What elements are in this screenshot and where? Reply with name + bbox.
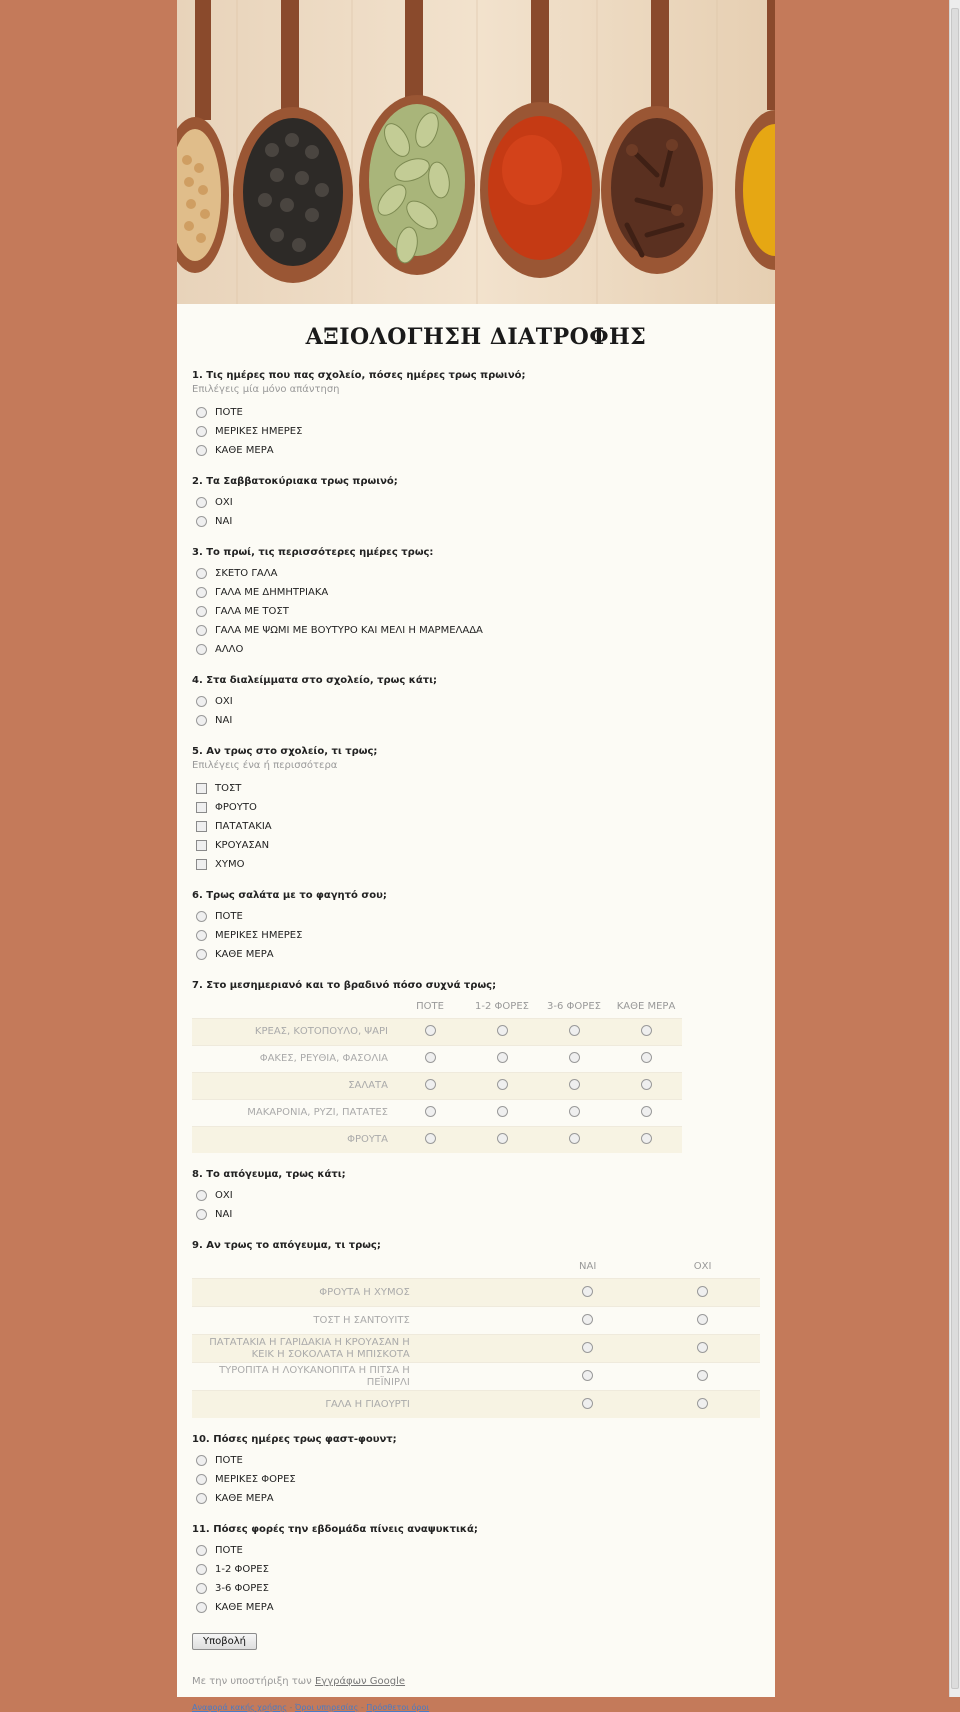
- radio-button[interactable]: [196, 606, 207, 617]
- checkbox[interactable]: [196, 859, 207, 870]
- radio-button[interactable]: [196, 1474, 207, 1485]
- question-title: 1. Τις ημέρες που πας σχολείο, πόσες ημέρες τρως πρωινό;: [192, 370, 526, 381]
- submit-button[interactable]: Υποβολή: [192, 1633, 257, 1650]
- radio-button[interactable]: [196, 407, 207, 418]
- options: [192, 904, 760, 964]
- frequency-grid: [192, 994, 682, 1153]
- option[interactable]: [192, 798, 760, 817]
- option[interactable]: [192, 512, 760, 531]
- option[interactable]: [192, 692, 760, 711]
- radio-button[interactable]: [582, 1398, 593, 1409]
- options: [192, 776, 760, 874]
- question-title: 8. Το απόγευμα, τρως κάτι;: [192, 1169, 346, 1180]
- grid-column-header: ΝΑΙ: [579, 1260, 597, 1272]
- grid-header-row: [192, 994, 682, 1019]
- option-label: ΓΑΛΑ ΜΕ ΤΟΣΤ: [215, 606, 289, 617]
- radio-button[interactable]: [196, 1545, 207, 1556]
- option[interactable]: [192, 779, 760, 798]
- option-label: ΝΑΙ: [215, 1209, 233, 1220]
- option-label: ΜΕΡΙΚΕΣ ΦΟΡΕΣ: [215, 1474, 296, 1485]
- option-label: ΓΑΛΑ ΜΕ ΨΩΜΙ ΜΕ ΒΟΥΤΥΡΟ ΚΑΙ ΜΕΛΙ Η ΜΑΡΜΕΛΑΔΑ: [215, 625, 483, 636]
- grid-row: [192, 1019, 682, 1046]
- radio-button[interactable]: [196, 445, 207, 456]
- radio-button[interactable]: [697, 1370, 708, 1381]
- question-3: [192, 547, 760, 659]
- footer-separator: -: [286, 1703, 295, 1712]
- form-container: [177, 0, 775, 1712]
- radio-button[interactable]: [569, 1079, 580, 1090]
- scrollbar-thumb[interactable]: [951, 8, 959, 1689]
- grid-row-label: ΦΡΟΥΤΑ: [192, 1127, 394, 1154]
- question-11: [192, 1524, 760, 1617]
- question-9: [192, 1240, 760, 1418]
- radio-button[interactable]: [697, 1314, 708, 1325]
- option[interactable]: [192, 493, 760, 512]
- option-label: ΠΑΤΑΤΑΚΙΑ: [215, 821, 272, 832]
- radio-button[interactable]: [196, 587, 207, 598]
- radio-button[interactable]: [196, 516, 207, 527]
- option[interactable]: [192, 1451, 760, 1470]
- options: [192, 561, 760, 659]
- options: [192, 400, 760, 460]
- form-content: [177, 370, 775, 1712]
- option[interactable]: [192, 1560, 760, 1579]
- grid-row: [192, 1279, 760, 1307]
- powered-by: [192, 1676, 760, 1687]
- radio-button[interactable]: [196, 426, 207, 437]
- options: [192, 1448, 760, 1508]
- radio-button[interactable]: [425, 1052, 436, 1063]
- grid-row: [192, 1073, 682, 1100]
- vertical-scrollbar[interactable]: [949, 0, 960, 1697]
- option[interactable]: [192, 1205, 760, 1224]
- option-label: ΚΡΟΥΑΣΑΝ: [215, 840, 270, 851]
- option[interactable]: [192, 422, 760, 441]
- grid-column-header: ΚΑΘΕ ΜΕΡΑ: [616, 1000, 676, 1012]
- grid-column-header: ΠΟΤΕ: [416, 1000, 444, 1012]
- radio-button[interactable]: [569, 1106, 580, 1117]
- radio-button[interactable]: [196, 497, 207, 508]
- question-title: 11. Πόσες φορές την εβδομάδα πίνεις αναψυκτικά;: [192, 1524, 478, 1535]
- radio-button[interactable]: [582, 1370, 593, 1381]
- question-2: [192, 476, 760, 531]
- radio-button[interactable]: [425, 1106, 436, 1117]
- grid-row-label: ΜΑΚΑΡΟΝΙΑ, ΡΥΖΙ, ΠΑΤΑΤΕΣ: [192, 1100, 394, 1127]
- grid-corner: [192, 1254, 416, 1279]
- option[interactable]: [192, 1470, 760, 1489]
- grid-row-label: ΤΟΣΤ Η ΣΑΝΤΟΥΙΤΣ: [192, 1307, 416, 1335]
- question-title: 3. Το πρωί, τις περισσότερες ημέρες τρως:: [192, 547, 434, 558]
- google-docs-link[interactable]: Εγγράφων Google: [314, 1676, 406, 1687]
- radio-button[interactable]: [582, 1286, 593, 1297]
- option[interactable]: [192, 836, 760, 855]
- radio-button[interactable]: [196, 911, 207, 922]
- option[interactable]: [192, 1489, 760, 1508]
- radio-button[interactable]: [641, 1106, 652, 1117]
- grid-row: [192, 1127, 682, 1154]
- radio-button[interactable]: [497, 1052, 508, 1063]
- radio-button[interactable]: [569, 1052, 580, 1063]
- additional-terms-link[interactable]: Πρόσθετοι όροι: [366, 1703, 430, 1712]
- report-abuse-link[interactable]: Αναφορά κακής χρήσης: [192, 1703, 287, 1712]
- option-label: ΚΑΘΕ ΜΕΡΑ: [215, 1493, 274, 1504]
- grid-row-label: ΦΡΟΥΤΑ Η ΧΥΜΟΣ: [192, 1279, 416, 1307]
- radio-button[interactable]: [196, 949, 207, 960]
- form-title: ΑΞΙΟΛΟΓΗΣΗ ΔΙΑΤΡΟΦΗΣ: [305, 324, 647, 350]
- option-label: ΣΚΕΤΟ ΓΑΛΑ: [215, 568, 278, 579]
- radio-button[interactable]: [196, 568, 207, 579]
- option-label: ΝΑΙ: [215, 715, 233, 726]
- footer-separator: -: [358, 1703, 367, 1712]
- spice-spoons-banner: [177, 0, 775, 304]
- option[interactable]: [192, 441, 760, 460]
- option[interactable]: [192, 817, 760, 836]
- option[interactable]: [192, 907, 760, 926]
- question-10: [192, 1434, 760, 1508]
- option[interactable]: [192, 1579, 760, 1598]
- radio-button[interactable]: [569, 1133, 580, 1144]
- option[interactable]: [192, 1186, 760, 1205]
- question-7: [192, 980, 760, 1153]
- radio-button[interactable]: [196, 1564, 207, 1575]
- radio-button[interactable]: [196, 696, 207, 707]
- option-label: ΑΛΛΟ: [215, 644, 244, 655]
- radio-button[interactable]: [697, 1342, 708, 1353]
- option-label: ΜΕΡΙΚΕΣ ΗΜΕΡΕΣ: [215, 426, 303, 437]
- grid-spacer: [416, 1254, 530, 1279]
- grid-column-header: 3-6 ΦΟΡΕΣ: [547, 1000, 601, 1012]
- radio-button[interactable]: [425, 1025, 436, 1036]
- checkbox[interactable]: [196, 783, 207, 794]
- option-label: ΦΡΟΥΤΟ: [215, 802, 257, 813]
- option-label: ΝΑΙ: [215, 516, 233, 527]
- option[interactable]: [192, 583, 760, 602]
- option-label: ΟΧΙ: [215, 497, 233, 508]
- grid-row: [192, 1391, 760, 1419]
- grid-row-label: ΣΑΛΑΤΑ: [192, 1073, 394, 1100]
- option-label: 1-2 ΦΟΡΕΣ: [215, 1564, 269, 1575]
- powered-by-prefix: Με την υποστήριξη των: [192, 1676, 312, 1687]
- option-label: ΟΧΙ: [215, 696, 233, 707]
- option[interactable]: [192, 1541, 760, 1560]
- grid-corner: [192, 994, 394, 1019]
- grid-row: [192, 1335, 760, 1363]
- radio-button[interactable]: [196, 1455, 207, 1466]
- option[interactable]: [192, 711, 760, 730]
- terms-link[interactable]: Όροι υπηρεσίας: [294, 1703, 359, 1712]
- question-title: 6. Τρως σαλάτα με το φαγητό σου;: [192, 890, 387, 901]
- option-label: ΠΟΤΕ: [215, 911, 243, 922]
- radio-button[interactable]: [196, 1493, 207, 1504]
- radio-button[interactable]: [196, 715, 207, 726]
- grid-row-label: ΤΥΡΟΠΙΤΑ Η ΛΟΥΚΑΝΟΠΙΤΑ Η ΠΙΤΣΑ Η ΠΕΪΝΙΡΛΙ: [192, 1363, 416, 1391]
- question-title: 4. Στα διαλείμματα στο σχολείο, τρως κάτι;: [192, 675, 438, 686]
- radio-button[interactable]: [641, 1052, 652, 1063]
- grid-column-header: ΟΧΙ: [693, 1260, 712, 1272]
- radio-button[interactable]: [641, 1133, 652, 1144]
- radio-button[interactable]: [425, 1079, 436, 1090]
- radio-button[interactable]: [196, 625, 207, 636]
- question-help: Επιλέγεις μία μόνο απάντηση: [192, 384, 340, 395]
- header-image: [177, 0, 775, 304]
- option-label: ΠΟΤΕ: [215, 407, 243, 418]
- grid-column-header: 1-2 ΦΟΡΕΣ: [475, 1000, 529, 1012]
- question-title: 9. Αν τρως το απόγευμα, τι τρως;: [192, 1240, 381, 1251]
- option-label: ΜΕΡΙΚΕΣ ΗΜΕΡΕΣ: [215, 930, 303, 941]
- radio-button[interactable]: [497, 1079, 508, 1090]
- option[interactable]: [192, 403, 760, 422]
- options: [192, 1183, 760, 1224]
- option-label: ΟΧΙ: [215, 1190, 233, 1201]
- grid-row-label: ΚΡΕΑΣ, ΚΟΤΟΠΟΥΛΟ, ΨΑΡΙ: [192, 1019, 394, 1046]
- grid-row-label: ΠΑΤΑΤΑΚΙΑ Η ΓΑΡΙΔΑΚΙΑ Η ΚΡΟΥΑΣΑΝ Η ΚΕΙΚ Η ΣΟΚΟΛΑΤΑ Η ΜΠΙΣΚΟΤΑ: [192, 1335, 416, 1363]
- option[interactable]: [192, 640, 760, 659]
- radio-button[interactable]: [569, 1025, 580, 1036]
- radio-button[interactable]: [425, 1133, 436, 1144]
- radio-button[interactable]: [196, 1602, 207, 1613]
- option-label: ΧΥΜΟ: [215, 859, 245, 870]
- grid-header-row: [192, 1254, 760, 1279]
- checkbox[interactable]: [196, 821, 207, 832]
- options: [192, 1538, 760, 1617]
- question-title: 2. Τα Σαββατοκύριακα τρως πρωινό;: [192, 476, 398, 487]
- radio-button[interactable]: [196, 644, 207, 655]
- option[interactable]: [192, 564, 760, 583]
- radio-button[interactable]: [497, 1133, 508, 1144]
- options: [192, 490, 760, 531]
- question-title: 10. Πόσες ημέρες τρως φαστ-φουντ;: [192, 1434, 397, 1445]
- grid-row: [192, 1363, 760, 1391]
- option[interactable]: [192, 855, 760, 874]
- radio-button[interactable]: [641, 1079, 652, 1090]
- option-label: 3-6 ΦΟΡΕΣ: [215, 1583, 269, 1594]
- radio-button[interactable]: [497, 1106, 508, 1117]
- question-title: 5. Αν τρως στο σχολείο, τι τρως;: [192, 746, 378, 757]
- option-label: ΚΑΘΕ ΜΕΡΑ: [215, 949, 274, 960]
- option-label: ΚΑΘΕ ΜΕΡΑ: [215, 1602, 274, 1613]
- radio-button[interactable]: [196, 1190, 207, 1201]
- checkbox[interactable]: [196, 840, 207, 851]
- radio-button[interactable]: [582, 1342, 593, 1353]
- question-5: [192, 746, 760, 874]
- option[interactable]: [192, 1598, 760, 1617]
- footer-links: [192, 1703, 760, 1712]
- radio-button[interactable]: [641, 1025, 652, 1036]
- option[interactable]: [192, 621, 760, 640]
- question-6: [192, 890, 760, 964]
- option[interactable]: [192, 602, 760, 621]
- radio-button[interactable]: [196, 1209, 207, 1220]
- grid-row-label: ΦΑΚΕΣ, ΡΕΥΘΙΑ, ΦΑΣΟΛΙΑ: [192, 1046, 394, 1073]
- radio-button[interactable]: [196, 1583, 207, 1594]
- options: [192, 689, 760, 730]
- grid-row-label: ΓΑΛΑ Η ΓΙΑΟΥΡΤΙ: [192, 1391, 416, 1419]
- option[interactable]: [192, 926, 760, 945]
- option-label: ΚΑΘΕ ΜΕΡΑ: [215, 445, 274, 456]
- radio-button[interactable]: [497, 1025, 508, 1036]
- yes-no-grid: [192, 1254, 760, 1418]
- option[interactable]: [192, 945, 760, 964]
- radio-button[interactable]: [697, 1286, 708, 1297]
- grid-row: [192, 1100, 682, 1127]
- grid-row: [192, 1307, 760, 1335]
- radio-button[interactable]: [196, 930, 207, 941]
- question-help: Επιλέγεις ένα ή περισσότερα: [192, 760, 338, 771]
- question-title: 7. Στο μεσημεριανό και το βραδινό πόσο συχνά τρως;: [192, 980, 497, 991]
- option-label: ΓΑΛΑ ΜΕ ΔΗΜΗΤΡΙΑΚΑ: [215, 587, 329, 598]
- radio-button[interactable]: [582, 1314, 593, 1325]
- option-label: ΠΟΤΕ: [215, 1455, 243, 1466]
- checkbox[interactable]: [196, 802, 207, 813]
- option-label: ΠΟΤΕ: [215, 1545, 243, 1556]
- question-4: [192, 675, 760, 730]
- question-8: [192, 1169, 760, 1224]
- grid-row: [192, 1046, 682, 1073]
- question-1: [192, 370, 760, 460]
- radio-button[interactable]: [697, 1398, 708, 1409]
- option-label: ΤΟΣΤ: [215, 783, 242, 794]
